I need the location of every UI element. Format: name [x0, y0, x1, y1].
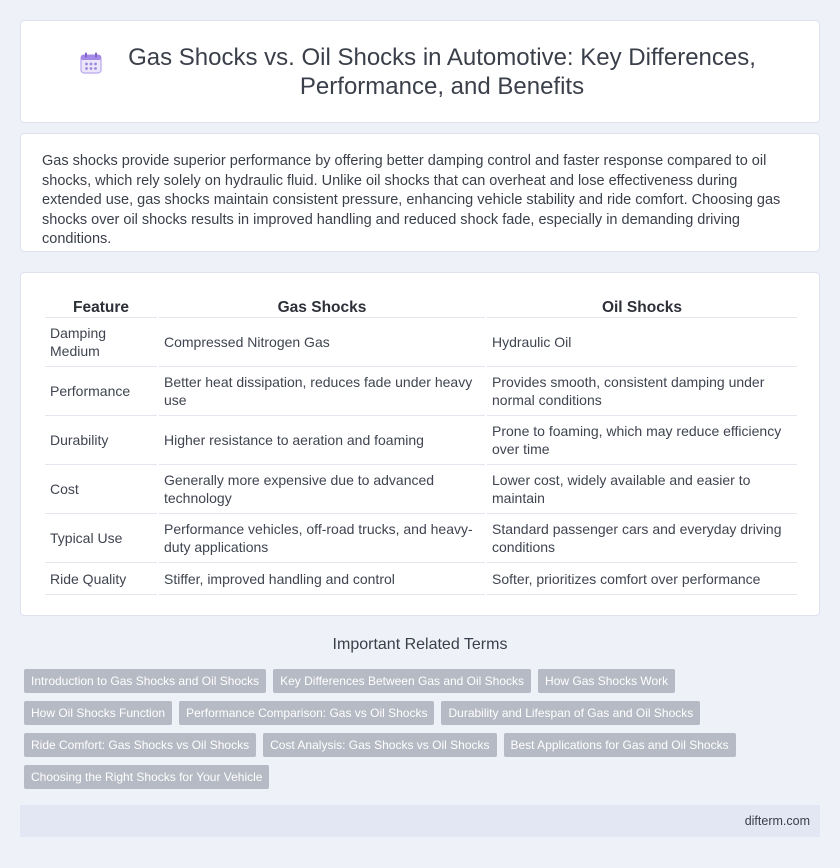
feature-cell: Performance [45, 367, 157, 416]
gas-cell: Higher resistance to aeration and foaming [159, 416, 485, 465]
oil-cell: Provides smooth, consistent damping under normal conditions [487, 367, 797, 416]
title-wrap [21, 43, 819, 101]
intro-paragraph: Gas shocks provide superior performance by offering better damping control and faster response compared to oil shocks, which rely solely on hydraulic fluid. Unlike oil shocks that can overheat and lose effectiveness during extended use, gas shocks maintain consistent pressure, enhancing vehicle stability and ride comfort. Choosing gas shocks over oil shocks results in improved handling and reduced shock fade, especially in demanding driving conditions. [42, 153, 781, 247]
comparison-table [43, 293, 799, 595]
site-link[interactable]: difterm.com [744, 814, 810, 828]
page-title: Gas Shocks vs. Oil Shocks in Automotive: Key Differences, Performance, and Benefits [128, 43, 756, 100]
related-terms-tags [24, 669, 804, 789]
related-terms-title: Important Related Terms [332, 636, 508, 653]
gas-cell: Generally more expensive due to advanced technology [159, 465, 485, 514]
gas-cell: Performance vehicles, off-road trucks, and heavy-duty applications [159, 514, 485, 563]
table-row [45, 514, 797, 563]
table-row [45, 465, 797, 514]
feature-cell: Damping Medium [45, 318, 157, 367]
table-row [45, 416, 797, 465]
footer-bar [20, 805, 820, 837]
intro-card [20, 133, 820, 252]
table-row [45, 563, 797, 595]
related-tag[interactable]: Ride Comfort: Gas Shocks vs Oil Shocks [24, 733, 256, 757]
header-feature: Feature [45, 293, 157, 318]
related-tag[interactable]: How Oil Shocks Function [24, 701, 172, 725]
feature-cell: Durability [45, 416, 157, 465]
related-tag[interactable]: Choosing the Right Shocks for Your Vehicle [24, 765, 269, 789]
related-tag[interactable]: How Gas Shocks Work [538, 669, 675, 693]
related-tag[interactable]: Key Differences Between Gas and Oil Shocks [273, 669, 531, 693]
header-oil-shocks: Oil Shocks [487, 293, 797, 318]
oil-cell: Hydraulic Oil [487, 318, 797, 367]
related-tag[interactable]: Introduction to Gas Shocks and Oil Shocks [24, 669, 266, 693]
table-header-row [45, 293, 797, 318]
related-tag[interactable]: Cost Analysis: Gas Shocks vs Oil Shocks [263, 733, 496, 757]
related-tag[interactable]: Best Applications for Gas and Oil Shocks [504, 733, 736, 757]
gas-cell: Better heat dissipation, reduces fade under heavy use [159, 367, 485, 416]
oil-cell: Standard passenger cars and everyday driving conditions [487, 514, 797, 563]
gas-cell: Compressed Nitrogen Gas [159, 318, 485, 367]
related-tag[interactable]: Performance Comparison: Gas vs Oil Shocks [179, 701, 434, 725]
header-gas-shocks: Gas Shocks [159, 293, 485, 318]
oil-cell: Softer, prioritizes comfort over performance [487, 563, 797, 595]
table-row [45, 367, 797, 416]
related-tag[interactable]: Durability and Lifespan of Gas and Oil Shocks [441, 701, 700, 725]
oil-cell: Prone to foaming, which may reduce efficiency over time [487, 416, 797, 465]
feature-cell: Ride Quality [45, 563, 157, 595]
comparison-table-card [20, 272, 820, 616]
gas-cell: Stiffer, improved handling and control [159, 563, 485, 595]
table-row [45, 318, 797, 367]
feature-cell: Typical Use [45, 514, 157, 563]
header-card [20, 20, 820, 123]
calendar-icon [78, 50, 104, 76]
oil-cell: Lower cost, widely available and easier to maintain [487, 465, 797, 514]
feature-cell: Cost [45, 465, 157, 514]
